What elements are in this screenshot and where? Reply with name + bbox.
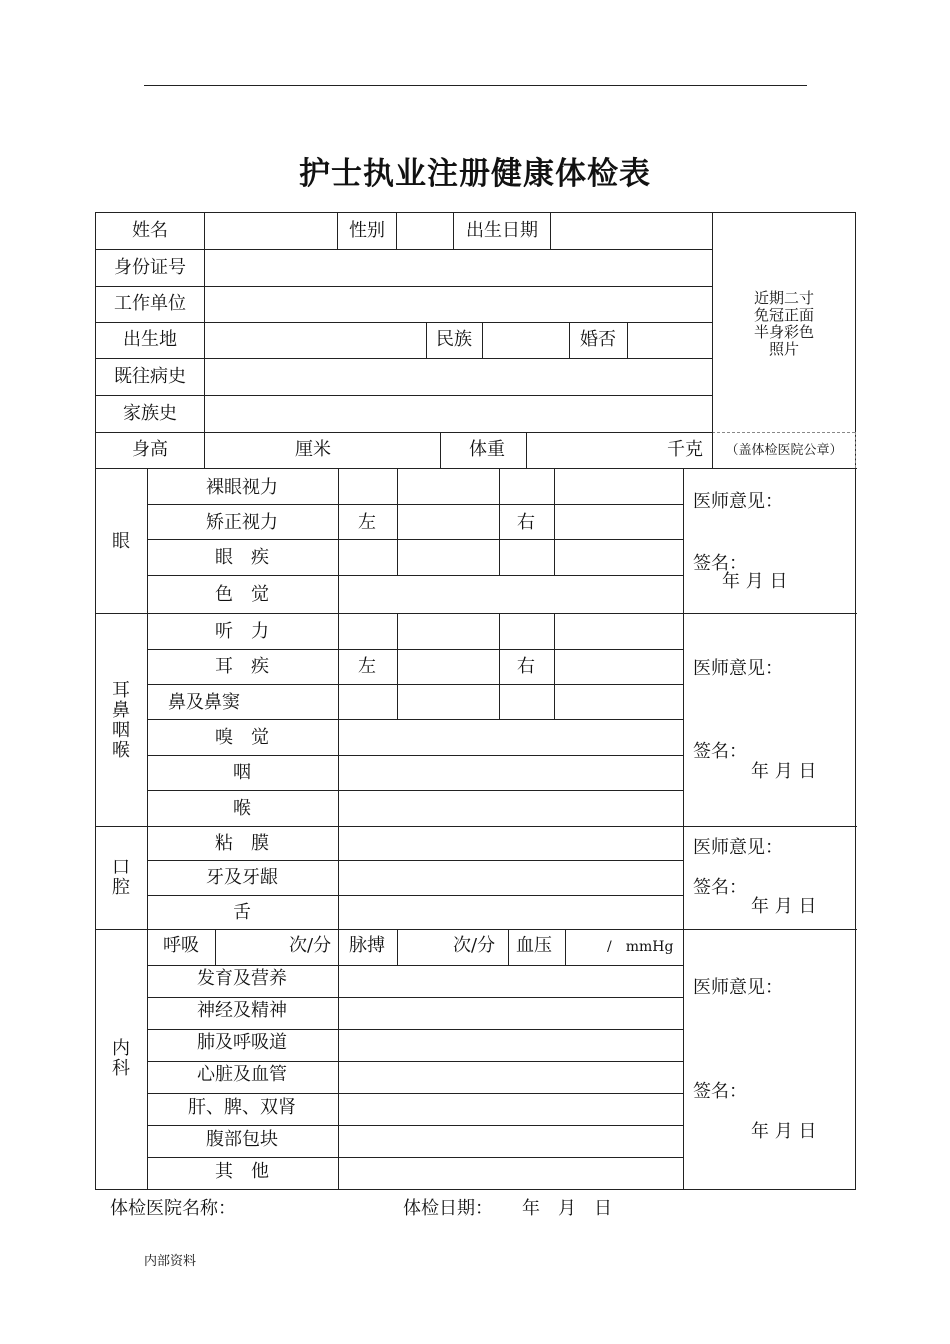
internal-item-other: 其 他 — [215, 1161, 269, 1182]
photo-instruction-2: 免冠正面 — [753, 306, 814, 324]
internal-doctor-opinion: 医师意见： — [693, 977, 783, 998]
pulse-unit: 次/分 — [453, 935, 496, 956]
oral-sign-date: 年 月 日 — [751, 896, 817, 917]
oral-doctor-opinion: 医师意见： — [693, 837, 783, 858]
ent-item-larynx: 喉 — [233, 798, 251, 819]
eye-item-eye-disease: 眼 疾 — [215, 547, 269, 568]
marital-label: 婚否 — [580, 329, 616, 350]
oral-item-tongue: 舌 — [233, 902, 251, 923]
respiration-unit: 次/分 — [289, 935, 332, 956]
eye-right-label: 右 — [517, 512, 535, 533]
eye-item-corrected-vision: 矫正视力 — [206, 512, 278, 533]
hospital-name-label: 体检医院名称： — [110, 1198, 236, 1219]
internal-item-development: 发育及营养 — [197, 968, 287, 989]
ent-left-label: 左 — [358, 656, 376, 677]
ent-item-ear-disease: 耳 疾 — [215, 656, 269, 677]
height-label: 身高 — [132, 439, 168, 460]
ent-section-label: 耳鼻咽喉 — [112, 680, 130, 761]
ent-sign-date: 年 月 日 — [751, 761, 817, 782]
ent-item-hearing: 听 力 — [215, 621, 269, 642]
medical-history-label: 既往病史 — [114, 366, 186, 387]
respiration-label: 呼吸 — [163, 935, 199, 956]
height-unit: 厘米 — [295, 439, 331, 460]
internal-item-lungs: 肺及呼吸道 — [197, 1032, 287, 1053]
internal-item-nervous: 神经及精神 — [197, 1000, 287, 1021]
photo-instruction-3: 半身彩色照片 — [753, 323, 814, 358]
ent-right-label: 右 — [517, 656, 535, 677]
photo-placeholder — [749, 290, 820, 358]
pulse-label: 脉搏 — [349, 935, 385, 956]
internal-item-abdominal-mass: 腹部包块 — [206, 1129, 278, 1150]
ethnicity-label: 民族 — [436, 329, 472, 350]
eye-item-naked-vision: 裸眼视力 — [206, 477, 278, 498]
eye-item-color-vision: 色 觉 — [215, 584, 269, 605]
ent-doctor-opinion: 医师意见： — [693, 658, 783, 679]
blood-pressure-label: 血压 — [516, 935, 552, 956]
weight-label: 体重 — [469, 439, 505, 460]
eye-section-label: 眼 — [112, 531, 130, 552]
internal-item-heart: 心脏及血管 — [197, 1064, 287, 1085]
ent-signature: 签名： — [693, 741, 747, 762]
ent-item-pharynx: 咽 — [233, 762, 251, 783]
birth-date-label: 出生日期 — [466, 220, 538, 241]
ent-item-smell: 嗅 觉 — [215, 727, 269, 748]
blood-pressure-unit: / mmHg — [607, 939, 674, 955]
internal-item-liver-spleen-kidney: 肝、脾、双肾 — [188, 1097, 296, 1118]
photo-instruction-1: 近期二寸 — [753, 289, 814, 307]
exam-date-label: 体检日期： — [403, 1198, 493, 1219]
weight-unit: 千克 — [667, 439, 703, 460]
oral-item-mucosa: 粘 膜 — [215, 833, 269, 854]
ent-item-nose-sinus: 鼻及鼻窦 — [168, 692, 240, 713]
oral-section-label: 口腔 — [112, 857, 130, 898]
work-unit-label: 工作单位 — [114, 293, 186, 314]
name-label: 姓名 — [132, 220, 168, 241]
internal-signature: 签名： — [693, 1081, 747, 1102]
family-history-label: 家族史 — [123, 403, 177, 424]
id-number-label: 身份证号 — [114, 257, 186, 278]
eye-doctor-opinion: 医师意见： — [693, 491, 783, 512]
internal-material-note: 内部资料 — [144, 1254, 197, 1269]
exam-date-value: 年 月 日 — [522, 1198, 612, 1219]
eye-sign-date: 年 月 日 — [722, 571, 788, 592]
stamp-note: （盖体检医院公章） — [725, 443, 843, 458]
eye-left-label: 左 — [358, 512, 376, 533]
gender-label: 性别 — [349, 220, 385, 241]
internal-sign-date: 年 月 日 — [751, 1121, 817, 1142]
oral-signature: 签名： — [693, 877, 747, 898]
header-rule — [144, 85, 807, 86]
health-exam-form — [95, 212, 856, 1190]
form-title: 护士执业注册健康体检表 — [299, 156, 651, 192]
internal-section-label: 内科 — [112, 1038, 130, 1079]
birthplace-label: 出生地 — [123, 329, 177, 350]
eye-signature: 签名： — [693, 553, 747, 574]
oral-item-teeth-gums: 牙及牙龈 — [206, 867, 278, 888]
